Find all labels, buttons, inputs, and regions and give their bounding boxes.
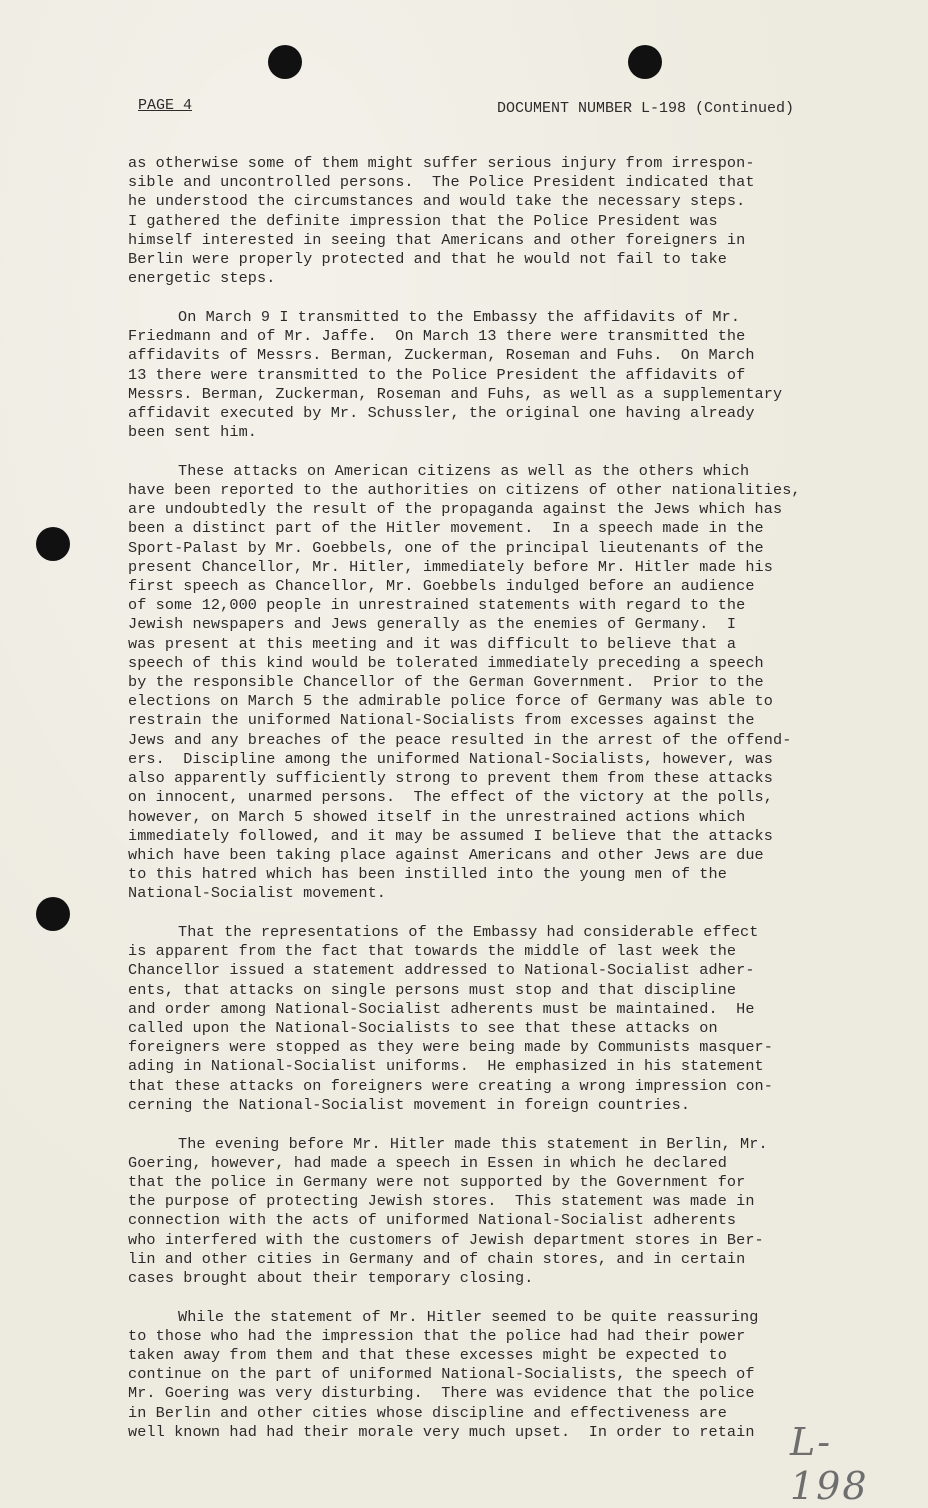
text-line: foreigners were stopped as they were being made by Communists masquer-: [128, 1038, 773, 1057]
text-line: have been reported to the authorities on citizens of other nationalities,: [128, 481, 801, 500]
text-line: While the statement of Mr. Hitler seemed to be quite reassuring: [178, 1307, 759, 1326]
text-line: in Berlin and other cities whose discipline and effectiveness are: [128, 1403, 727, 1422]
text-line: well known had had their morale very much upset. In order to retain: [128, 1422, 755, 1441]
text-line: ading in National-Socialist uniforms. He emphasized in his statement: [128, 1057, 764, 1076]
text-line: National-Socialist movement.: [128, 884, 386, 903]
text-line: immediately followed, and it may be assumed I believe that the attacks: [128, 826, 773, 845]
text-line: he understood the circumstances and would take the necessary steps.: [128, 192, 746, 211]
text-line: affidavits of Messrs. Berman, Zuckerman, Roseman and Fuhs. On March: [128, 346, 755, 365]
paragraph: [128, 1308, 828, 1442]
text-line: continue on the part of uniformed National-Socialists, the speech of: [128, 1365, 755, 1384]
paragraph: [128, 462, 828, 904]
text-line: of some 12,000 people in unrestrained statements with regard to the: [128, 596, 746, 615]
text-line: by the responsible Chancellor of the German Government. Prior to the: [128, 673, 764, 692]
text-line: Sport-Palast by Mr. Goebbels, one of the principal lieutenants of the: [128, 538, 764, 557]
paragraph: [128, 1135, 828, 1289]
text-line: ers. Discipline among the uniformed National-Socialists, however, was: [128, 749, 773, 768]
text-line: Friedmann and of Mr. Jaffe. On March 13 there were transmitted the: [128, 327, 746, 346]
paragraph: [128, 154, 828, 288]
text-line: Jews and any breaches of the peace resulted in the arrest of the offend-: [128, 730, 792, 749]
text-line: the purpose of protecting Jewish stores. This statement was made in: [128, 1192, 755, 1211]
text-line: however, on March 5 showed itself in the unrestrained actions which: [128, 807, 746, 826]
text-line: also apparently sufficiently strong to prevent them from these attacks: [128, 769, 773, 788]
punch-hole: [268, 45, 302, 79]
page-number: PAGE 4: [138, 97, 193, 114]
text-line: ents, that attacks on single persons must stop and that discipline: [128, 980, 737, 999]
text-line: Jewish newspapers and Jews generally as the enemies of Germany. I: [128, 615, 737, 634]
text-line: which have been taking place against Americans and other Jews are due: [128, 845, 764, 864]
text-line: Chancellor issued a statement addressed to National-Socialist adher-: [128, 961, 755, 980]
text-line: is apparent from the fact that towards the middle of last week the: [128, 942, 737, 961]
text-line: I gathered the definite impression that the Police President was: [128, 211, 718, 230]
document-number: DOCUMENT NUMBER L-198 (Continued): [496, 100, 794, 117]
text-line: 13 there were transmitted to the Police President the affidavits of: [128, 365, 746, 384]
text-line: are undoubtedly the result of the propaganda against the Jews which has: [128, 500, 783, 519]
text-line: restrain the uniformed National-Socialists from excesses against the: [128, 711, 755, 730]
text-line: Mr. Goering was very disturbing. There was evidence that the police: [128, 1384, 755, 1403]
text-line: That the representations of the Embassy had considerable effect: [178, 923, 759, 942]
text-line: been sent him.: [128, 423, 257, 442]
text-line: to this hatred which has been instilled into the young men of the: [128, 865, 727, 884]
text-line: that these attacks on foreigners were creating a wrong impression con-: [128, 1076, 773, 1095]
document-body: [128, 154, 828, 1462]
text-line: been a distinct part of the Hitler movement. In a speech made in the: [128, 519, 764, 538]
text-line: These attacks on American citizens as well as the others which: [178, 461, 750, 480]
text-line: taken away from them and that these excesses might be expected to: [128, 1346, 727, 1365]
text-line: connection with the acts of uniformed National-Socialist adherents: [128, 1211, 737, 1230]
handwritten-annotation: L-198: [790, 1420, 869, 1508]
paragraph: [128, 308, 828, 442]
text-line: was present at this meeting and it was difficult to believe that a: [128, 634, 737, 653]
text-line: as otherwise some of them might suffer serious injury from irrespon-: [128, 154, 755, 172]
text-line: himself interested in seeing that Americans and other foreigners in: [128, 230, 746, 249]
text-line: Messrs. Berman, Zuckerman, Roseman and Fuhs, as well as a supplementary: [128, 384, 783, 403]
text-line: speech of this kind would be tolerated immediately preceding a speech: [128, 653, 764, 672]
text-line: elections on March 5 the admirable police force of Germany was able to: [128, 692, 773, 711]
paragraph: [128, 923, 828, 1115]
text-line: Goering, however, had made a speech in Essen in which he declared: [128, 1153, 727, 1172]
punch-hole: [36, 897, 70, 931]
text-line: present Chancellor, Mr. Hitler, immediately before Mr. Hitler made his: [128, 557, 773, 576]
text-line: on innocent, unarmed persons. The effect of the victory at the polls,: [128, 788, 773, 807]
text-line: The evening before Mr. Hitler made this statement in Berlin, Mr.: [178, 1134, 768, 1153]
text-line: cases brought about their temporary closing.: [128, 1268, 534, 1287]
text-line: that the police in Germany were not supported by the Government for: [128, 1172, 746, 1191]
text-line: first speech as Chancellor, Mr. Goebbels indulged before an audience: [128, 577, 755, 596]
text-line: Berlin were properly protected and that he would not fail to take: [128, 250, 727, 269]
punch-hole: [36, 527, 70, 561]
punch-hole: [628, 45, 662, 79]
text-line: On March 9 I transmitted to the Embassy the affidavits of Mr.: [178, 307, 741, 326]
text-line: lin and other cities in Germany and of chain stores, and in certain: [128, 1249, 746, 1268]
text-line: cerning the National-Socialist movement in foreign countries.: [128, 1095, 691, 1114]
text-line: affidavit executed by Mr. Schussler, the original one having already: [128, 403, 755, 422]
page-header: [138, 97, 794, 121]
text-line: called upon the National-Socialists to see that these attacks on: [128, 1019, 718, 1038]
text-line: and order among National-Socialist adherents must be maintained. He: [128, 999, 755, 1018]
text-line: energetic steps.: [128, 269, 276, 288]
text-line: sible and uncontrolled persons. The Police President indicated that: [128, 173, 755, 192]
text-line: to those who had the impression that the police had had their power: [128, 1326, 746, 1345]
text-line: who interfered with the customers of Jewish department stores in Ber-: [128, 1230, 764, 1249]
